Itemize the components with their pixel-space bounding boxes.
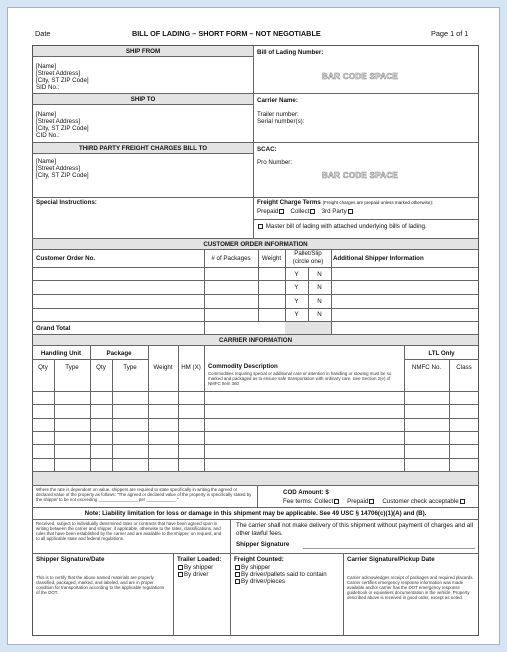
received-note: Received, subject to individually determined rates or contracts that have been agreed upon in writing between the carrier and shipper, if applicable, otherwise to the rates, classifications, and rules that have been established by the carrier and are available to the shipper, on request, and to all applicable state and federal regulations. (36, 521, 222, 542)
prepaid-checkbox[interactable] (279, 209, 284, 214)
col-hm: HM (X) (181, 364, 201, 371)
fc-by-shipper: By shipper (234, 564, 270, 571)
third-party-city[interactable]: [City, ST ZIP Code] (36, 172, 89, 179)
trailer-loaded-by-driver: By driver (177, 571, 208, 578)
fc-by-driver-pieces: By driver/pieces (234, 578, 285, 585)
carrier-info-heading: CARRIER INFORMATION (218, 337, 293, 344)
declared-value-note: Where the rate is dependent on value, shippers are required to state specifically in writing the agreed or declared value of the property as follows: "The agreed or declared value of the property is specifically stated by the shipper to be not exceeding ________________ per ____________." (36, 487, 252, 503)
scac-label[interactable]: SCAC: (257, 146, 277, 153)
master-bol: Master bill of lading with attached underlying bills of lading. (257, 223, 427, 230)
row3-yes[interactable]: Y (294, 298, 299, 305)
bill-of-lading-form (7, 7, 500, 645)
freight-terms: Freight Charge Terms (Freight charges are prepaid unless marked otherwise): (257, 199, 434, 206)
handling-unit-heading: Handling Unit (40, 350, 82, 357)
cod-check-checkbox[interactable] (460, 499, 465, 504)
date-label: Date (35, 29, 51, 38)
trailer-loaded-by-shipper: By shipper (177, 564, 213, 571)
ltl-only-heading: LTL Only (428, 350, 455, 357)
ship-to-heading: SHIP TO (130, 96, 156, 103)
shipper-certification: This is to certify that the above named materials are properly classified, packaged, marked, and labeled, and are in proper condition for transportation according to the applicable regulations of the DOT. (36, 575, 165, 596)
ship-to-name[interactable]: [Name] (36, 111, 56, 118)
shipper-signature-date-label[interactable]: Shipper Signature/Date (36, 556, 105, 563)
ship-to-city[interactable]: [City, ST ZIP Code] (36, 125, 89, 132)
row1-yes[interactable]: Y (294, 271, 299, 278)
page-number: Page 1 of 1 (431, 29, 469, 38)
fc-pallets-checkbox[interactable] (235, 572, 240, 577)
cod-collect-checkbox[interactable] (334, 499, 339, 504)
barcode-space-1: BAR CODE SPACE (322, 72, 399, 81)
col-additional-shipper-info: Additional Shipper Information (333, 255, 424, 262)
trailer-number-label[interactable]: Trailer number: (257, 111, 299, 118)
third-party-name[interactable]: [Name] (36, 158, 56, 165)
col-commodity-description: Commodity Description (208, 363, 278, 370)
row1-no[interactable]: N (317, 271, 322, 278)
tl-driver-checkbox[interactable] (178, 572, 183, 577)
cod-amount-label[interactable]: COD Amount: $ (283, 489, 329, 496)
col-packages: # of Packages (211, 255, 251, 262)
col-pallet-slip: Pallet/Slip (294, 250, 322, 257)
commodity-note: Commodities requiring special or additional care or attention in handling or stowing must be so marked and packaged as to ensure safe transportation with ordinary care. See Section 2(e) of NMFC Item 360 (208, 371, 392, 387)
row4-no[interactable]: N (317, 311, 322, 318)
ship-to-street[interactable]: [Street Address] (36, 118, 81, 125)
tl-shipper-checkbox[interactable] (178, 565, 183, 570)
col-hu-qty: Qty (38, 364, 48, 371)
col-pkg-qty: Qty (96, 364, 106, 371)
serial-number-label[interactable]: Serial number(s): (257, 118, 305, 125)
customer-order-heading: CUSTOMER ORDER INFORMATION (203, 241, 308, 248)
shipper-signature-label[interactable]: Shipper Signature (236, 541, 290, 548)
row3-no[interactable]: N (317, 298, 322, 305)
col-class: Class (456, 364, 472, 371)
col-weight: Weight (153, 364, 173, 371)
carrier-name-label[interactable]: Carrier Name: (257, 97, 298, 104)
row2-no[interactable]: N (317, 284, 322, 291)
cod-fee-terms: Fee terms: Collect Prepaid Customer check acceptable (283, 498, 466, 505)
freight-counted-label: Freight Counted: (234, 556, 284, 563)
ship-from-heading: SHIP FROM (125, 48, 161, 55)
master-bol-checkbox[interactable] (258, 224, 263, 229)
row4-yes[interactable]: Y (294, 311, 299, 318)
col-hu-type: Type (65, 364, 79, 371)
trailer-loaded-label: Trailer Loaded: (177, 556, 222, 563)
col-pkg-type: Type (123, 364, 137, 371)
col-weight: Weight (261, 255, 282, 262)
form-title: BILL OF LADING – SHORT FORM – NOT NEGOTIABLE (132, 29, 321, 38)
fc-by-driver-pallets: By driver/pallets said to contain (234, 571, 327, 578)
ship-from-sid[interactable]: SID No.: (36, 84, 60, 91)
carrier-no-delivery-note: The carrier shall not make delivery of this shipment without payment of charges and all other lawful fees. (236, 522, 473, 537)
package-heading: Package (106, 350, 132, 357)
third-party-checkbox[interactable] (348, 209, 353, 214)
bol-number-label[interactable]: Bill of Lading Number: (257, 49, 324, 56)
freight-terms-options: Prepaid Collect 3rd Party (257, 208, 354, 215)
ship-from-street[interactable]: [Street Address] (36, 70, 81, 77)
collect-checkbox[interactable] (310, 209, 315, 214)
ship-to-cid[interactable]: CID No.: (36, 132, 60, 139)
pro-number-label[interactable]: Pro Number: (257, 159, 293, 166)
special-instructions-label[interactable]: Special Instructions: (36, 199, 97, 206)
carrier-acknowledgment: Carrier acknowledges receipt of packages and required placards. Carrier certifies emergency response information was made available and/or carrier has the DOT emergency response guidebook or equivalent documentation in the vehicle. Property described above is received in good order, except as noted. (347, 575, 474, 601)
carrier-signature-date-label[interactable]: Carrier Signature/Pickup Date (347, 556, 435, 563)
col-customer-order-no: Customer Order No. (36, 255, 96, 262)
ship-from-city[interactable]: [City, ST ZIP Code] (36, 77, 89, 84)
grand-total-label: Grand Total (36, 325, 71, 332)
cod-prepaid-checkbox[interactable] (369, 499, 374, 504)
col-nmfc: NMFC No. (411, 364, 442, 371)
liability-note: Note: Liability limitation for loss or damage in this shipment may be applicable. See 49 USC § 14706(c)(1)(A) and (B). (84, 510, 427, 517)
row2-yes[interactable]: Y (294, 284, 299, 291)
third-party-heading: THIRD PARTY FREIGHT CHARGES BILL TO (78, 145, 208, 152)
fc-shipper-checkbox[interactable] (235, 565, 240, 570)
ship-from-name[interactable]: [Name] (36, 63, 56, 70)
col-pallet-sub: (circle one) (292, 258, 324, 265)
fc-pieces-checkbox[interactable] (235, 579, 240, 584)
barcode-space-2: BAR CODE SPACE (322, 171, 399, 180)
third-party-street[interactable]: [Street Address] (36, 165, 81, 172)
